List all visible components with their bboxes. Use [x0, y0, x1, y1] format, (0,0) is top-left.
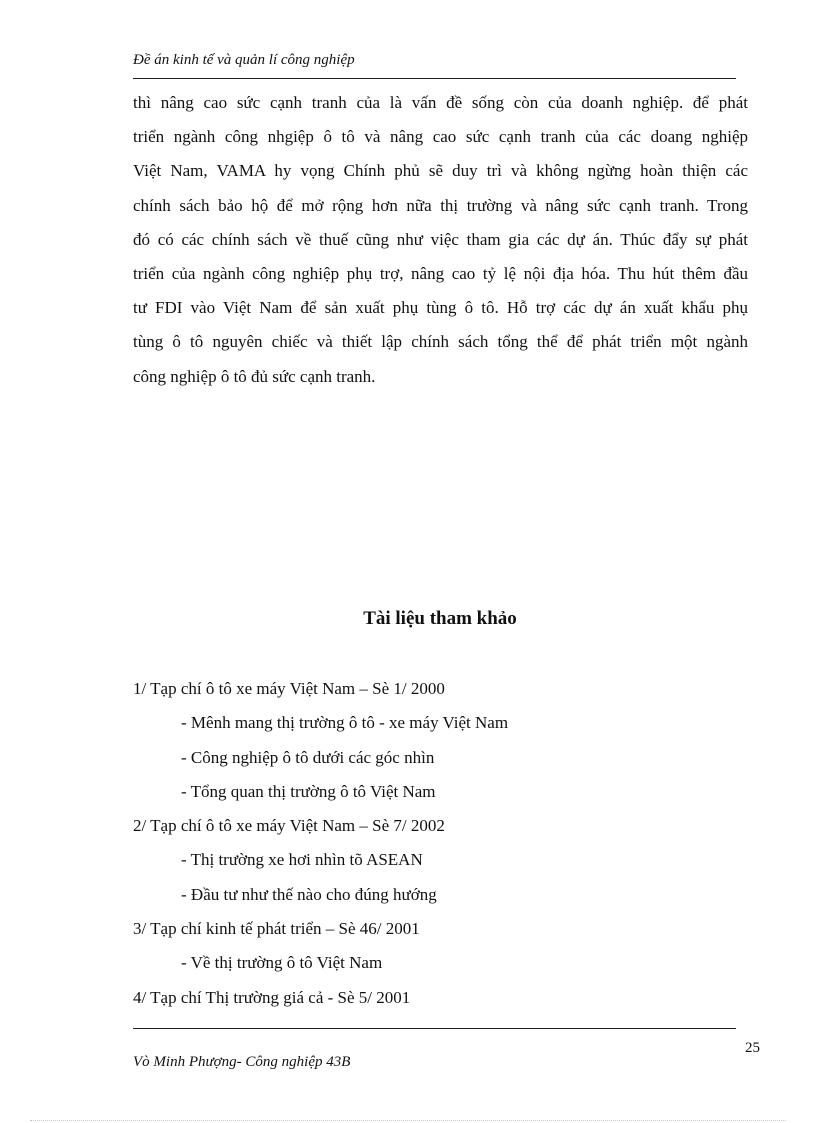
- page-footer: Vò Minh Phượng- Công nghiệp 43B: [133, 1054, 351, 1070]
- page-edge-divider: [30, 1120, 786, 1121]
- header-rule: [133, 78, 736, 79]
- body-paragraph: [133, 86, 748, 394]
- body-line: Việt Nam, VAMA hy vọng Chính phủ sẽ duy trì và không ngừng hoàn thiện các: [133, 161, 748, 181]
- reference-item: 2/ Tạp chí ô tô xe máy Việt Nam – Sè 7/ 2002: [133, 816, 445, 836]
- body-line: chính sách bảo hộ để mở rộng hơn nữa thị trường và nâng sức cạnh tranh. Trong: [133, 195, 748, 215]
- reference-subitem: - Đầu tư như thế nào cho đúng hướng: [181, 884, 437, 904]
- references-list: [133, 675, 508, 1018]
- body-line: triển ngành công nhgiệp ô tô và nâng cao sức cạnh tranh của các doang nghiệp: [133, 127, 748, 147]
- reference-subitem: - Tổng quan thị trường ô tô Việt Nam: [181, 781, 436, 801]
- reference-subitem: - Mênh mang thị trường ô tô - xe máy Việt Nam: [181, 713, 509, 733]
- body-line: công nghiệp ô tô đủ sức cạnh tranh.: [133, 366, 376, 386]
- page-number: 25: [745, 1040, 760, 1056]
- page-header: Đề án kinh tế và quản lí công nghiệp: [133, 52, 355, 68]
- reference-subitem: - Về thị trường ô tô Việt Nam: [181, 953, 383, 973]
- body-line: triển của ngành công nghiệp phụ trợ, nâng cao tỷ lệ nội địa hóa. Thu hút thêm đầu: [133, 264, 748, 284]
- footer-rule: [133, 1028, 736, 1029]
- reference-item: 1/ Tạp chí ô tô xe máy Việt Nam – Sè 1/ 2000: [133, 679, 445, 698]
- body-line: đó có các chính sách về thuế cũng như việc tham gia các dự án. Thúc đẩy sự phát: [133, 229, 748, 249]
- reference-item: 3/ Tạp chí kinh tế phát triển – Sè 46/ 2001: [133, 919, 420, 939]
- reference-item: 4/ Tạp chí Thị trường giá cả - Sè 5/ 2001: [133, 987, 411, 1007]
- reference-subitem: - Thị trường xe hơi nhìn tõ ASEAN: [181, 850, 423, 870]
- body-line: tùng ô tô nguyên chiếc và thiết lập chính sách tổng thể để phát triển một ngành: [133, 332, 748, 352]
- references-title: Tài liệu tham khảo: [363, 608, 517, 629]
- body-line: tư FDI vào Việt Nam để sản xuất phụ tùng ô tô. Hỗ trợ các dự án xuất khẩu phụ: [133, 298, 748, 318]
- body-line: thì nâng cao sức cạnh tranh của là vấn đề sống còn của doanh nghiệp. để phát: [133, 93, 748, 112]
- reference-subitem: - Công nghiệp ô tô dưới các góc nhìn: [181, 747, 435, 767]
